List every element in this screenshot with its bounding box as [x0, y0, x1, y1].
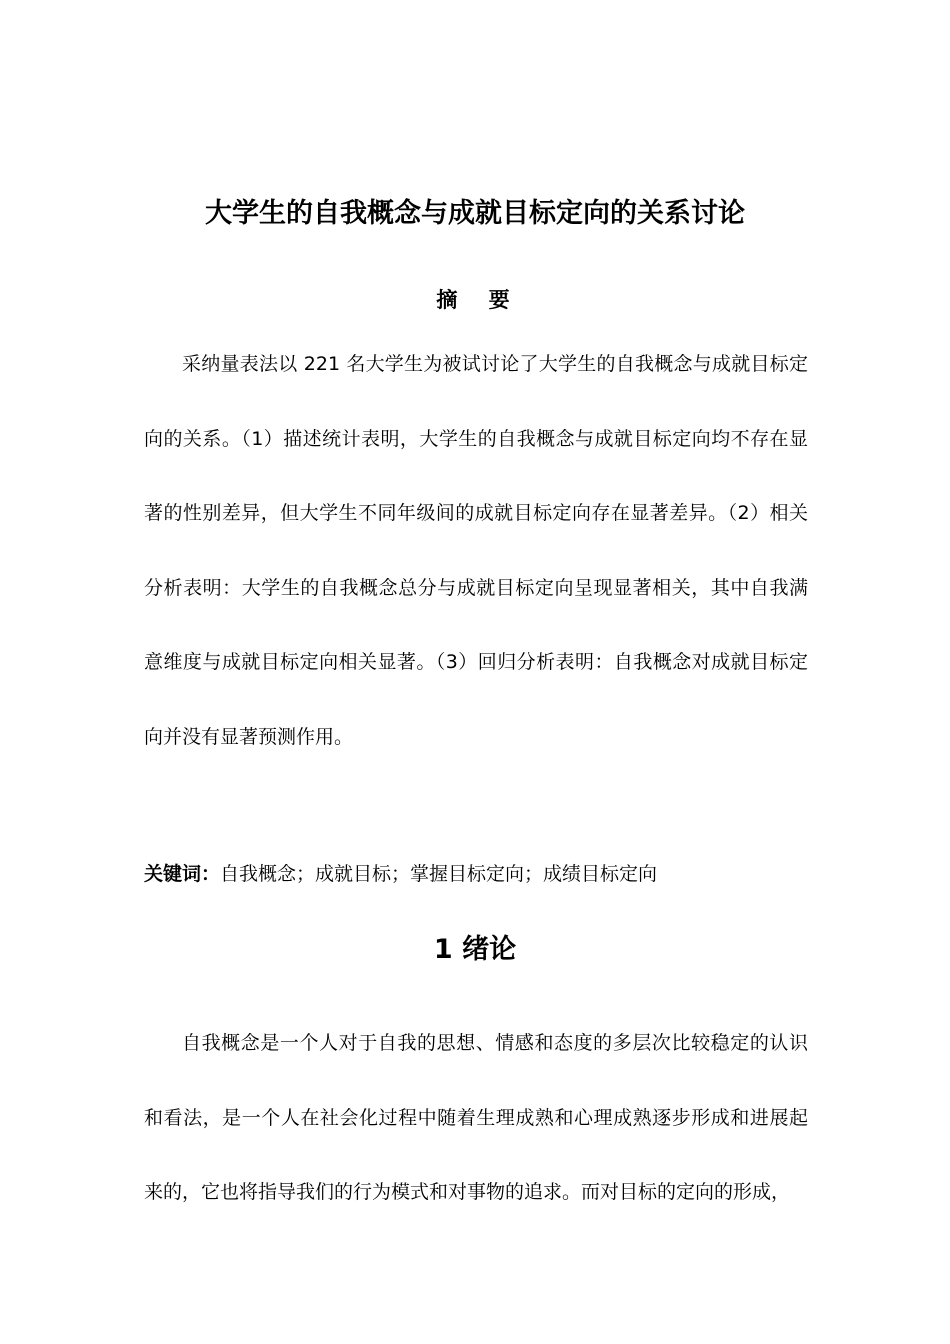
abstract-heading: 摘 要 — [436, 288, 522, 312]
keywords-list: 自我概念；成就目标；掌握目标定向；成绩目标定向 — [220, 863, 658, 885]
introduction-paragraph: 自我概念是一个人对于自我的思想、情感和态度的多层次比较稳定的认识和看法，是一个人在社会化过程中随着生理成熟和心理成熟逐步形成和进展起来的，它也将指导我们的行为模式和对事物的追求。而对目标的定向的形成， — [144, 1032, 808, 1203]
section-heading-introduction: 1 绪论 — [433, 934, 517, 965]
abstract-paragraph: 采纳量表法以 221 名大学生为被试讨论了大学生的自我概念与成就目标定向的关系。（1）描述统计表明，大学生的自我概念与成就目标定向均不存在显著的性别差异，但大学生不同年级间的成就目标定向存在显著差异。（2）相关分析表明：大学生的自我概念总分与成就目标定向呈现显著相关，其中自我满意维度与成就目标定向相关显著。（3）回归分析表明：自我概念对成就目标定向并没有显著预测作用。 — [144, 353, 808, 748]
paper-title: 大学生的自我概念与成就目标定向的关系讨论 — [205, 198, 745, 229]
keywords-label: 关键词： — [144, 863, 221, 885]
keywords-line — [144, 856, 808, 892]
